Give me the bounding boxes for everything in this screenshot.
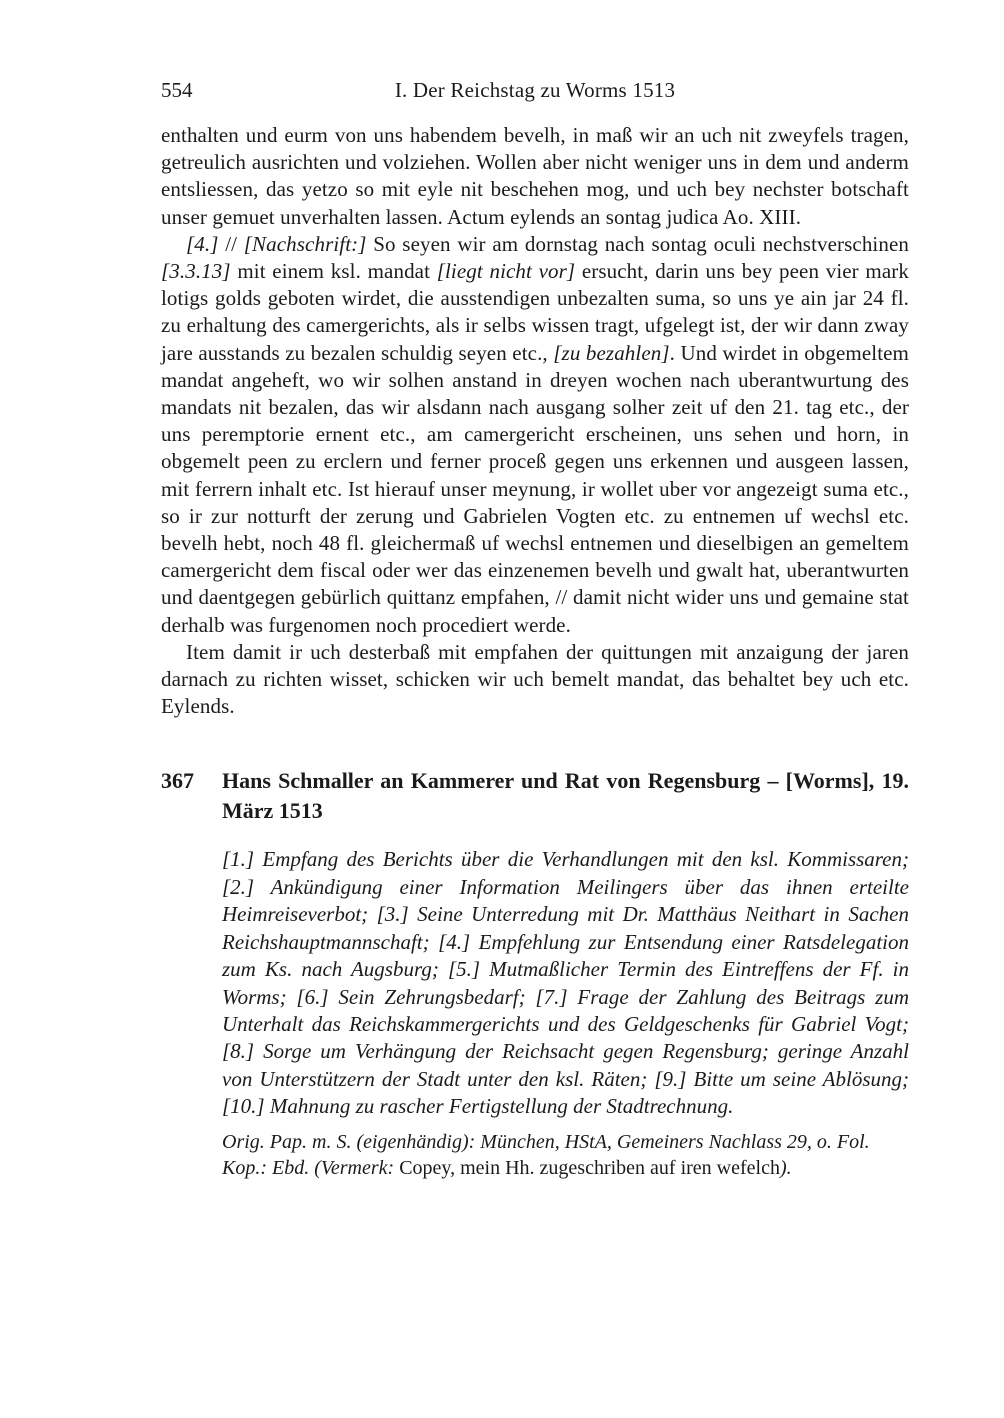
page-content <box>161 76 909 1181</box>
entry-number: 367 <box>161 768 194 794</box>
entry-title: Hans Schmaller an Kammerer und Rat von Regensburg – [Worms], 19. März 1513 <box>222 768 909 824</box>
entry-heading <box>161 766 909 826</box>
entry-source-note <box>222 1129 909 1181</box>
running-title: I. Der Reichstag zu Worms 1513 <box>394 78 676 102</box>
letter-body <box>161 122 909 720</box>
letter-paragraph-continuation: enthalten und eurm von uns habendem bevelh, in maß wir an uch nit zweyfels tragen, getreulich ausrichten und volziehen. Wollen aber nicht weniger uns in dem und anderm entsliessen, das yetzo so mit eyle nit beschehen mog, und uch bey nechster botschaft unser gemuet unverhalten lassen. Actum eylends an sontag judica Ao. XIII. <box>161 123 909 229</box>
entry-summary: [1.] Empfang des Berichts über die Verhandlungen mit den ksl. Kommissaren; [2.] Ankündigung einer Information Meilingers über das ihnen erteilte Heimreiseverbot; [3.] Seine Unterredung mit Dr. Matthäus Neithart in Sachen Reichshauptmannschaft; [4.] Empfehlung zur Entsendung einer Ratsdelegation zum Ks. nach Augsburg; [5.] Mutmaßlicher Termin des Eintreffens der Ff. in Worms; [6.] Sein Zehrungsbedarf; [7.] Frage der Zahlung des Beitrags zum Unterhalt das Reichskammergerichts und des Geldgeschenks für Gabriel Vogt; [8.] Sorge um Verhängung der Reichsacht gegen Regensburg; geringe Anzahl von Unterstützern der Stadt unter den ksl. Räten; [9.] Bitte um seine Ablösung; [10.] Mahnung zu rascher Fertigstellung der Stadtrechnung. <box>222 847 909 1119</box>
letter-paragraph-postscript: [4.] // [Nachschrift:] So seyen wir am dornstag nach sontag oculi nechstverschinen [3.3.13] mit einem ksl. mandat [liegt nicht vor] ersucht, darin uns bey peen vier mark lotigs golds geboten wirdet, die ausstendigen unbezalten suma, so uns ye ain jar 24 fl. zu erhaltung des camergerichts, als ir selbs wissen tragt, ufgelegt ist, der wir dann zway jare ausstands zu bezalen schuldig seyen etc., [zu bezahlen]. Und wirdet in obgemeltem mandat angeheft, wo wir solhen anstand in dreyen wochen nach uberantwurtung des mandats nit bezalen, das wir alsdann nach ausgang solher zeit uf den 21. tag etc., der uns peremptorie ernent etc., am camergericht erscheinen, uns sehen und horn, in obgemelt peen zu erclern und ferner proceß gegen uns erkennen und ausgeen lassen, mit ferrern inhalt etc. Ist hierauf unser meynung, ir wollet uber vor angezeigt suma etc., so ir zur notturft der zerung und Gabrielen Vogten etc. zu entnemen uf wechsl etc. bevelh hebt, noch 48 fl. gleichermaß uf wechsl entnemen und dieselbigen an gemeltem camergericht dem fiscal oder wer das einzenemen bevelh und gwalt hat, uberantwurten und daentgegen gebürlich quittanz empfahen, // damit nicht wider uns und gemaine stat derhalb was furgenomen noch procediert werde. <box>161 231 909 637</box>
letter-paragraph-item: Item damit ir uch desterbaß mit empfahen der quittungen mit anzaigung der jaren darnach zu richten wisset, schicken wir uch bemelt mandat, das behaltet bey uch etc. Eylends. <box>161 639 909 719</box>
page-number: 554 <box>161 78 193 102</box>
entry-source-line-orig: Orig. Pap. m. S. (eigenhändig): München, HStA, Gemeiners Nachlass 29, o. Fol. <box>222 1130 870 1153</box>
entry-source-line-kop: Kop.: Ebd. (Vermerk: Copey, mein Hh. zugeschriben auf iren wefelch). <box>222 1156 792 1179</box>
page-header <box>161 76 909 104</box>
